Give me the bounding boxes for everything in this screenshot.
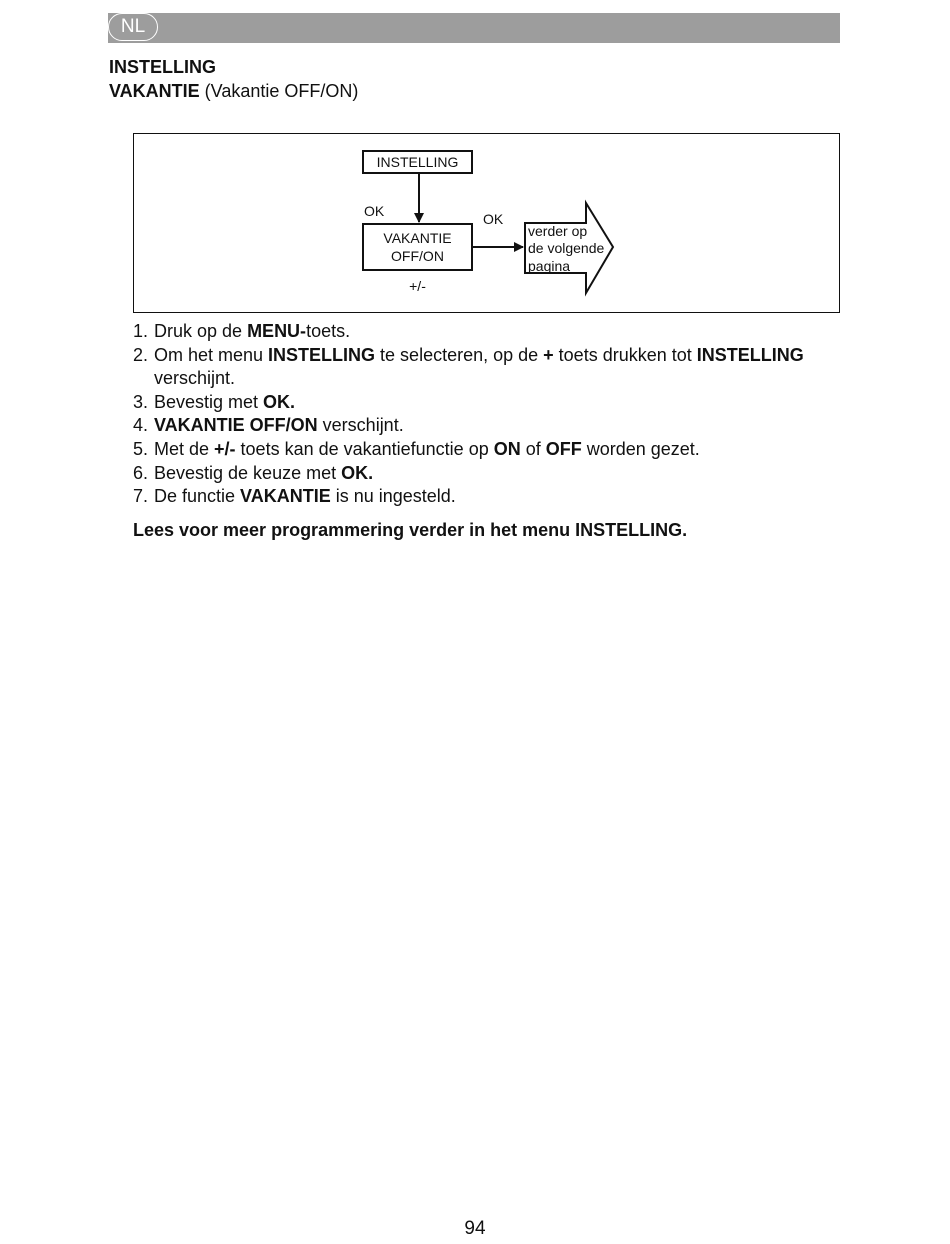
subsection-title	[109, 81, 358, 102]
step-text: is nu ingesteld.	[330, 486, 456, 507]
step-key: INSTELLING	[696, 344, 804, 365]
step-key: MENU-	[247, 321, 307, 341]
step-number: 4.	[133, 415, 149, 436]
section-title: INSTELLING	[109, 57, 216, 77]
step-text: verschijnt.	[317, 415, 404, 436]
menu-flow-diagram	[133, 133, 840, 313]
plus-minus-label: +/-	[409, 278, 426, 294]
step-5	[133, 438, 853, 462]
next-page-line1: verder op	[528, 223, 588, 239]
step-text: toets drukken tot	[553, 344, 697, 365]
step-text: De functie	[154, 486, 241, 507]
step-text: Bevestig met	[154, 391, 264, 412]
menu-flow-svg	[134, 134, 841, 314]
step-1	[133, 320, 853, 344]
step-key: VAKANTIE	[240, 486, 331, 507]
footer-note: Lees voor meer programmering verder in het menu INSTELLING.	[133, 520, 688, 540]
step-number: 3.	[133, 391, 149, 412]
step-key: OK.	[341, 462, 374, 483]
step-7	[133, 485, 853, 509]
step-number: 5.	[133, 438, 149, 459]
ok-down-label: OK	[364, 203, 385, 219]
language-badge: NL	[108, 13, 158, 41]
step-key: OK.	[263, 391, 296, 412]
step-text: Om het menu	[154, 344, 269, 365]
page-number: 94	[464, 1218, 486, 1239]
header-bar	[108, 13, 840, 43]
step-number: 6.	[133, 462, 149, 483]
step-text: toets.	[306, 321, 351, 341]
step-key: +/-	[214, 438, 236, 459]
step-6	[133, 462, 853, 486]
step-4	[133, 414, 853, 438]
step-text: Druk op de	[154, 321, 248, 341]
step-2	[133, 344, 853, 391]
step-text: Met de	[154, 438, 215, 459]
step-key: VAKANTIE OFF/ON	[154, 415, 318, 436]
step-text: of	[520, 438, 546, 459]
step-key: ON	[493, 438, 521, 459]
step-number: 7.	[133, 486, 149, 507]
step-text: te selecteren, op de	[375, 344, 544, 365]
step-key: +	[543, 344, 554, 365]
ok-right-label: OK	[483, 211, 504, 227]
instelling-box-label: INSTELLING	[376, 154, 459, 170]
step-text: verschijnt.	[154, 368, 236, 389]
step-3	[133, 391, 853, 415]
next-page-line2: de volgende	[528, 240, 605, 256]
step-key: OFF	[545, 438, 582, 459]
step-text: toets kan de vakantiefunctie op	[235, 438, 494, 459]
subsection-title-rest: (Vakantie OFF/ON)	[199, 81, 359, 101]
step-number: 1.	[133, 321, 149, 341]
vakantie-box-line2: OFF/ON	[391, 248, 444, 264]
vakantie-box-line1: VAKANTIE	[383, 230, 452, 246]
next-page-line3: pagina	[528, 258, 571, 274]
step-number: 2.	[133, 344, 149, 365]
step-text: Bevestig de keuze met	[154, 462, 342, 483]
instruction-steps	[133, 320, 853, 509]
subsection-title-bold: VAKANTIE	[109, 81, 200, 101]
step-key: INSTELLING	[268, 344, 376, 365]
step-text: worden gezet.	[581, 438, 700, 459]
